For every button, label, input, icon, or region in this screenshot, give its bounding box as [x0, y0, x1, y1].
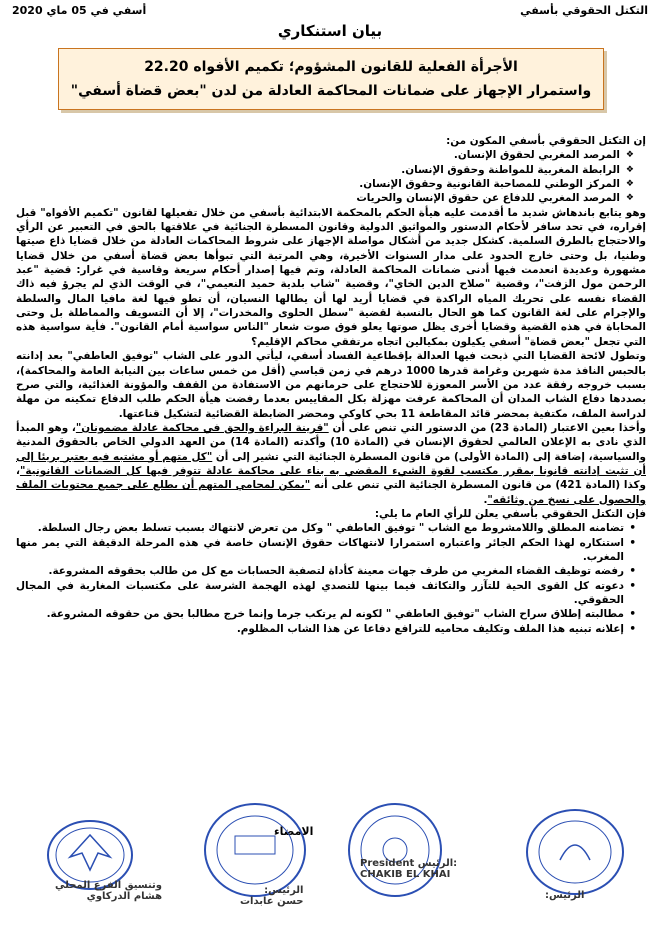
signatures-label: الامضاء — [274, 825, 314, 838]
demand-item: • استنكاره لهذا الحكم الجائر واعتباره استمرارا لانتهاكات حقوق الإنسان خاصة في هذه المرحلة الدقيقة التي يمر منها المغرب. — [16, 536, 638, 565]
header-org: التكتل الحقوقي بأسفي — [520, 4, 648, 17]
member-item: ❖ المرصد المغربي لحقوق الإنسان. — [16, 148, 634, 162]
paragraph-1: وهو يتابع باندهاش شديد ما أقدمت عليه هيأة الحكم بالمحكمة الابتدائية بأسفي من خلال تفعيلها لقانون "تكميم الأفواه" قبل إقراره، في تحد سافر لأحكام الدستور والمواثيق الدولية وقانون المسطرة الجنائية في علاقتها بالحق في التعبير عن الرأي والاحتجاج بالطرق السلمية. كشكل جديد من أشكال مواصلة الإجهاز على شروط المحاكمات العادلة من خلال قضايا ذاع صيتها وطنيا، بل وحتى خارج الحدود على مدار السنوات الأخيرة، وهي المرتبة التي تبوأها بعض قضاة أسفي من خلال قضايا مشهورة وعديدة انعدمت فيها أدنى ضمانات المحاكمة العادلة، وتم فيها إصدار أحكام سريعة وقاسية في غرار: قضية "عبد الرحمن مول الزفت"، وقضية "صلاح الدين الخاي"، وقضية "شاب بلدية حميد النعيمي"، في الوقت الذي لم يجرؤ فيه ذاك القضاء نفسه على تحريك المياه الراكدة في قضايا أريد لها أن يطالها النسيان، أن تطو فيها لغة مافيا المال والسلطة والإجرام على لغة القانون كما هو الحال بالنسبة لقضية "سطل الحلوى والمخدرات"، إلا أن التسويف والمماطلة بل وحتى المحاباة في هذه القضية وقضايا أخرى يظل صوتها يعلو فوق صوت شعار "الناس سواسية أمام القانون". فأية سواسية هذه التي تجعل "بعض قضاة" أسفي يكيلون بمكيالين اتجاه مرتفقي محاكم الإقليم؟ — [16, 206, 646, 348]
members-list — [16, 148, 646, 205]
demand-item: • رفضه توظيف القضاء المغربي من طرف جهات معينة كأداة لتصفية الحسابات مع كل من طالب بحقوقه المشروعة. — [16, 564, 638, 578]
intro-text: إن التكتل الحقوقي بأسفي المكون من: — [446, 135, 646, 147]
signature-2-title: الرئيس: — [264, 885, 304, 896]
p3-quote-2: "كل متهم أو مشتبه فيه يعتبر بريئا إلى أن تثبت إدانته قانونا بمقرر مكتسب لقوة الشيء المقضي به بناء على محاكمة عادلة تتوفر فيها كل الضمانات القانونية" — [16, 450, 646, 477]
demands-list — [16, 521, 646, 636]
member-item: ❖ المرصد المغربي للدفاع عن حقوق الإنسان والحريات — [16, 191, 634, 205]
signature-4 — [545, 890, 584, 901]
signature-3-ar: الرئيس: — [417, 858, 458, 869]
signature-2-name: حسن عابدات — [240, 896, 304, 907]
member-item: ❖ المركز الوطني للمصاحبة القانونية وحقوق الإنسان. — [16, 177, 634, 191]
signature-3-name: CHAKIB EL KHAI — [360, 869, 451, 880]
demand-item: • دعوته كل القوى الحية للتآزر والتكاثف فيما بينها للتصدي لهذه الهجمة الشرسة على مكتسبات المغاربة في المجال الحقوقي. — [16, 579, 638, 608]
p3-quote-3: "يمكن لمحامي المتهم أن يطلع على جميع محتويات الملف والحصول على نسخ من وثائقه" — [16, 479, 646, 506]
demand-item: • إعلانه تبنيه هذا الملف وتكليف محاميه للترافع دفاعا عن هذا الشاب المظلوم. — [16, 622, 638, 636]
announce-text: فإن التكتل الحقوقي بأسفي يعلن للرأي العام ما يلي: — [374, 507, 646, 520]
p3-part-c: ، وكذا (المادة 421) من قانون المسطرة الجنائية التي تنص على أنه — [16, 464, 646, 492]
signature-3 — [360, 858, 457, 880]
paragraph-3 — [16, 421, 646, 507]
headline-box — [58, 48, 604, 110]
header-date: أسفي في 05 ماي 2020 — [12, 4, 147, 17]
signature-1 — [55, 880, 162, 902]
paragraph-2: وتطول لائحة القضايا التي ذبحت فيها العدالة بإقطاعية الفساد أسفي، ليأتي الدور على الشاب "توفيق العاطفي" بعد إدانته بالحبس النافذ مدة شهرين وغرامة قدرها 1000 درهم في زمن قياسي (أقل من خمس ساعات بين النيابة العامة والمحاكمة)، بسبب خروجه رفقة عدد من الأسر المعوزة للاحتجاج على حرمانهم من الاستفادة من القفف والمؤونة الغذائية، والتي صرح بصددها دفاع الشاب المدان أن المحاكمة عرفت مهزلة بكل المقاييس بعدما رفضت هيأة الحكم طلب الدفاع تمكينه من مهلة لدراسة الملف، مكتفية بمحضر قائد المقاطعة 11 بحي كاوكي ومحضر الضابطة القضائية لتشكيل قناعتها. — [16, 350, 646, 420]
p3-part-d: . — [483, 493, 488, 506]
demand-item: • مطالبته إطلاق سراح الشاب "توفيق العاطفي " لكونه لم يرتكب جرما وإنما خرج مطالبا بحق من حقوقه المشروعة. — [16, 607, 638, 621]
signature-4-title: الرئيس: — [545, 890, 585, 901]
signature-1-name: هشام الدركاوي — [86, 891, 163, 902]
signature-2 — [240, 885, 303, 907]
signature-3-en: President — [360, 858, 415, 869]
page-title: بيان استنكاري — [277, 22, 383, 40]
statement-body — [16, 134, 646, 636]
p3-quote-1: "قرينة البراءة والحق في محاكمة عادلة مضمونان" — [75, 421, 329, 434]
stamp-4 — [520, 805, 630, 900]
p3-part-b: ، وهو المبدأ الذي نادى به الإعلان العالمي لحقوق الإنسان في (المادة 10) وأكدته (المادة 14) من العهد الدولي الخاص بالحقوق المدنية والسياسية، إضافة إلى (المادة الأولى) من قانون المسطرة الجنائية التي تشير إلى أن — [16, 421, 646, 463]
member-item: ❖ الرابطة المغربية للمواطنة وحقوق الإنسان. — [16, 163, 634, 177]
stamp-3 — [340, 800, 450, 900]
demand-item: • تضامنه المطلق واللامشروط مع الشاب " توفيق العاطفي " وكل من تعرض لانتهاك بسبب تسلط بعض رجال السلطة. — [16, 521, 638, 535]
p3-part-a: وأخذا بعين الاعتبار (المادة 23) من الدستور التي تنص على أن — [328, 421, 646, 434]
signature-1-title: وتنسيق الفرع المحلي — [55, 880, 163, 891]
headline-line1: الأجرأة الفعلية للقانون المشؤوم؛ تكميم الأفواه 22.20 — [144, 59, 518, 75]
headline-line2: واستمرار الإجهاز على ضمانات المحاكمة العادلة من لدن "بعض قضاة أسفي" — [70, 83, 592, 99]
